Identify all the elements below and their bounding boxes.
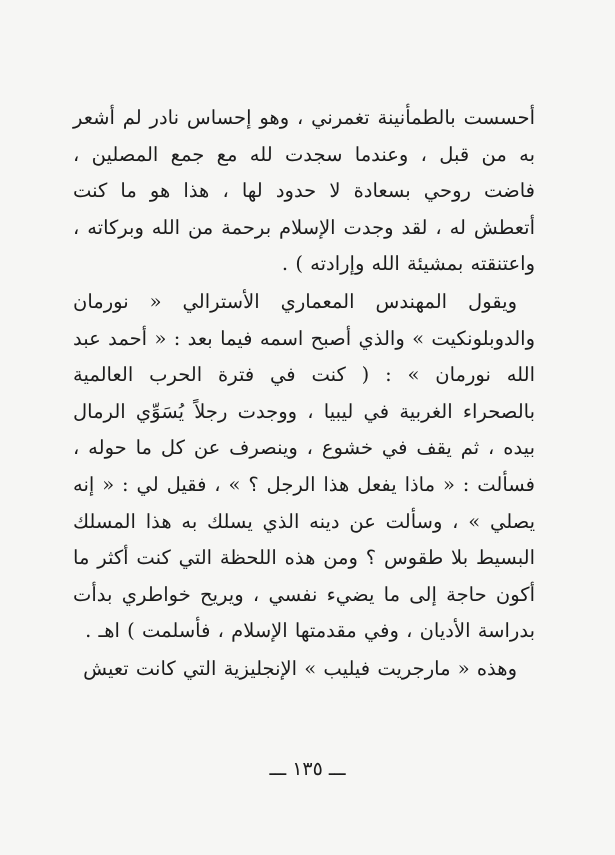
paragraph-3: وهذه « مارجريت فيليب » الإنجليزية التي كانت تعيش [83, 656, 517, 680]
page-number: ـــ ١٣٥ ـــ [269, 758, 346, 780]
body-text [73, 100, 535, 688]
paragraph-2: ويقول المهندس المعماري الأسترالي « نورمان والدوبلونكيت » والذي أصبح اسمه فيما بعد : « أحمد عبد الله نورمان » : ( كنت في فترة الحرب العالمية بالصحراء الغربية في ليبيا ، ووجدت رجلاً يُسَوِّي الرمال بيده ، ثم يقف في خشوع ، وينصرف عن كل ما حوله ، فسألت : « ماذا يفعل هذا الرجل ؟ » ، فقيل لي : « إنه يصلي » ، وسألت عن دينه الذي يسلك به هذا المسلك البسيط بلا طقوس ؟ ومن هذه اللحظة التي كنت أكثر ما أكون حاجة إلى ما يضيء نفسي ، ويريح خواطري بدأت بدراسة الأديان ، وفي مقدمتها الإسلام ، فأسلمت ) اهـ . [73, 289, 535, 643]
paragraph-1: أحسست بالطمأنينة تغمرني ، وهو إحساس نادر لم أشعر به من قبل ، وعندما سجدت لله مع جمع المصلين ، فاضت روحي بسعادة لا حدود لها ، هذا هو ما كنت أتعطش له ، لقد وجدت الإسلام برحمة من الله وبركاته ، واعتنقته بمشيئة الله وإرادته ) . [73, 106, 535, 276]
